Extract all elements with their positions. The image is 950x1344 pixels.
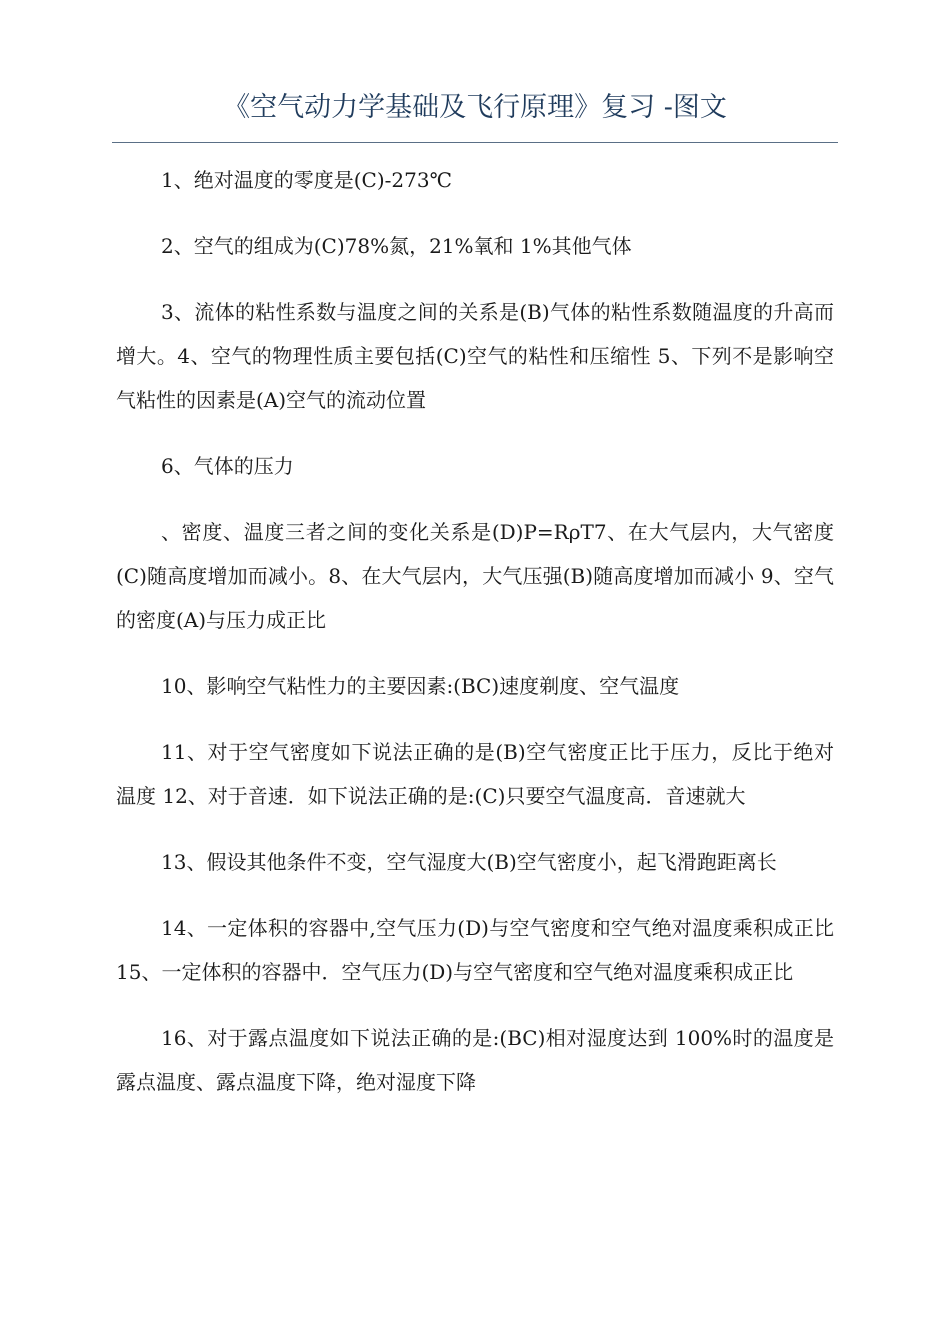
paragraph-10: 16、对于露点温度如下说法正确的是:(BC)相对湿度达到 100%时的温度是露点温度、露点温度下降，绝对湿度下降 (116, 1026, 834, 1094)
paragraph-3: 3、流体的粘性系数与温度之间的关系是(B)气体的粘性系数随温度的升高而增大。4、空气的物理性质主要包括(C)空气的粘性和压缩性 5、下列不是影响空气粘性的因素是(A)空气的流动位置 (116, 300, 834, 412)
paragraph-2: 2、空气的组成为(C)78%氮，21%氧和 1%其他气体 (161, 234, 632, 258)
paragraph-6: 10、影响空气粘性力的主要因素:(BC)速度剃度、空气温度 (161, 674, 680, 698)
title-divider (112, 142, 838, 143)
paragraph-4: 6、气体的压力 (161, 454, 294, 478)
paragraph-8: 13、假设其他条件不变，空气湿度大(B)空气密度小，起飞滑跑距离长 (161, 850, 777, 874)
document-title: 《空气动力学基础及飞行原理》复习 -图文 (223, 92, 727, 123)
paragraph-9: 14、一定体积的容器中,空气压力(D)与空气密度和空气绝对温度乘积成正比 15、一定体积的容器中．空气压力(D)与空气密度和空气绝对温度乘积成正比 (116, 916, 834, 984)
paragraph-5: 、密度、温度三者之间的变化关系是(D)P=RρT7、在大气层内，大气密度(C)随高度增加而减小。8、在大气层内，大气压强(B)随高度增加而减小 9、空气的密度(A)与压力成正比 (116, 520, 834, 632)
paragraph-7: 11、对于空气密度如下说法正确的是(B)空气密度正比于压力，反比于绝对温度 12、对于音速．如下说法正确的是:(C)只要空气温度高．音速就大 (116, 740, 834, 808)
document-body (116, 158, 834, 1126)
paragraph-1: 1、绝对温度的零度是(C)-273℃ (161, 168, 452, 192)
